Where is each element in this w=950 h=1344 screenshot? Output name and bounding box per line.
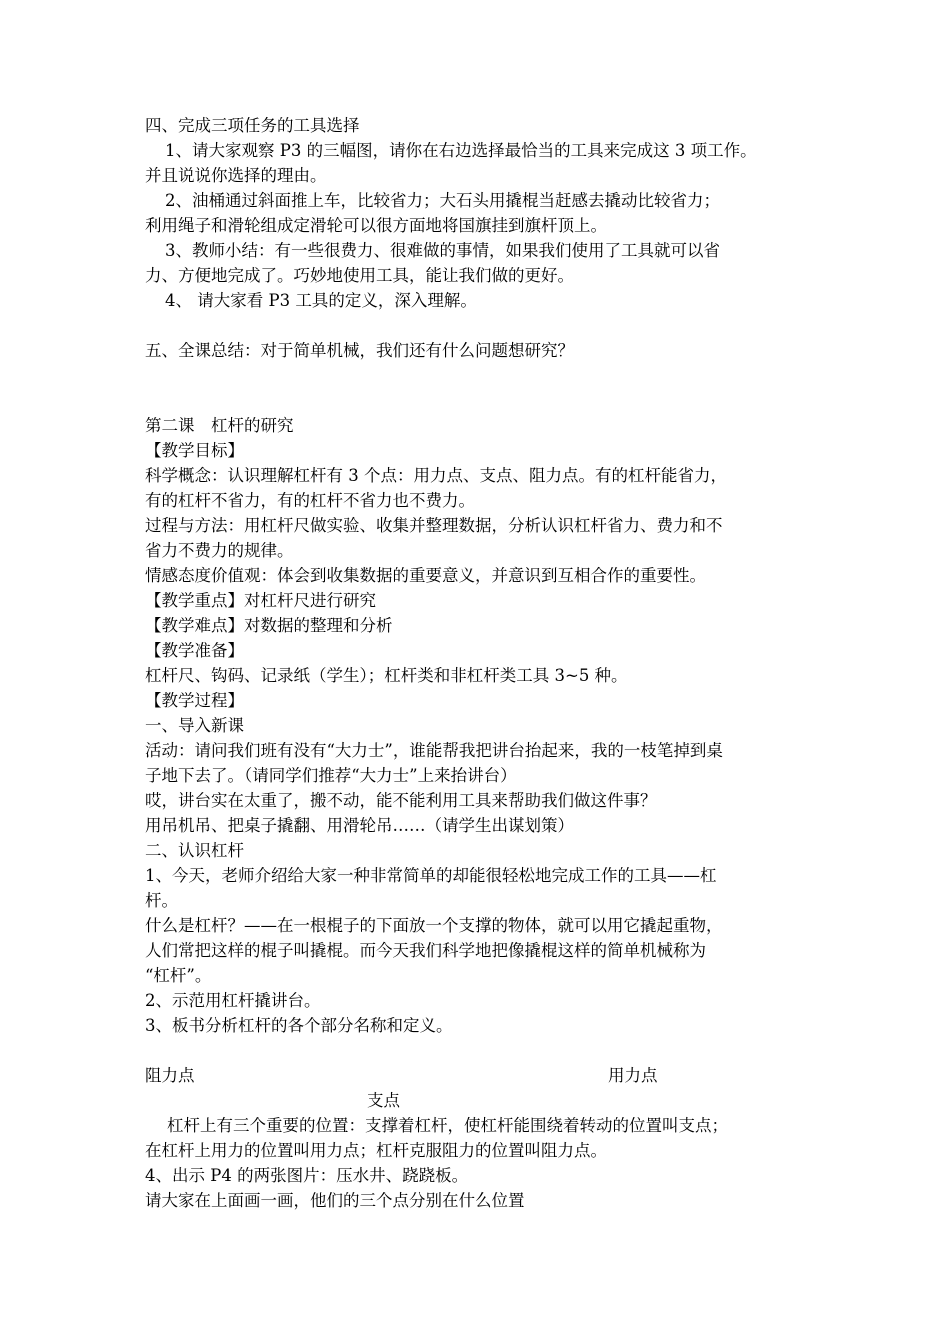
paragraph-text: 并且说说你选择的理由。: [145, 166, 327, 185]
document-body: [145, 113, 810, 1213]
paragraph-text: 3、教师小结：有一些很费力、很难做的事情，如果我们使用了工具就可以省: [165, 241, 720, 260]
paragraph-text: 利用绳子和滑轮组成定滑轮可以很方面地将国旗挂到旗杆顶上。: [145, 216, 607, 235]
paragraph-text: 杠杆上有三个重要的位置：支撑着杠杆，使杠杆能围绕着转动的位置叫支点；: [167, 1116, 728, 1135]
spacer: [145, 1038, 810, 1063]
paragraph-text: 3、板书分析杠杆的各个部分名称和定义。: [145, 1016, 453, 1035]
section-four-heading: 四、完成三项任务的工具选择: [145, 116, 360, 135]
spacer: [145, 363, 810, 413]
paragraph-text: 子地下去了。（请同学们推荐“大力士”上来抬讲台）: [145, 766, 517, 785]
goals-heading: 【教学目标】: [145, 441, 244, 460]
spacer: [145, 313, 810, 338]
paragraph-text: 在杠杆上用力的位置叫用力点；杠杆克服阻力的位置叫阻力点。: [145, 1141, 607, 1160]
paragraph-text: 科学概念：认识理解杠杆有 3 个点：用力点、支点、阻力点。有的杠杆能省力，: [145, 466, 727, 485]
paragraph-text: 什么是杠杆？——在一根棍子的下面放一个支撑的物体，就可以用它撬起重物，: [145, 916, 723, 935]
paragraph-text: 杠杆尺、钩码、记录纸（学生）；杠杆类和非杠杆类工具 3~5 种。: [145, 666, 628, 685]
paragraph-text: 2、油桶通过斜面推上车，比较省力；大石头用撬棍当赶感去撬动比较省力；: [165, 191, 720, 210]
resistance-point-label: 阻力点: [145, 1066, 195, 1085]
know-heading: 二、认识杠杆: [145, 841, 244, 860]
prep-heading: 【教学准备】: [145, 641, 244, 660]
paragraph-text: 过程与方法：用杠杆尺做实验、收集并整理数据，分析认识杠杆省力、费力和不: [145, 516, 723, 535]
paragraph-text: 哎，讲台实在太重了，搬不动，能不能利用工具来帮助我们做这件事？: [145, 791, 657, 810]
process-heading: 【教学过程】: [145, 691, 244, 710]
key-point: 【教学重点】对杠杆尺进行研究: [145, 591, 376, 610]
paragraph-text: 用吊机吊、把桌子撬翻、用滑轮吊……（请学生出谋划策）: [145, 816, 574, 835]
paragraph-text: 杆。: [145, 891, 178, 910]
paragraph-text: 1、今天，老师介绍给大家一种非常简单的却能很轻松地完成工作的工具——杠: [145, 866, 717, 885]
paragraph-text: 有的杠杆不省力，有的杠杆不省力也不费力。: [145, 491, 475, 510]
intro-heading: 一、导入新课: [145, 716, 244, 735]
paragraph-text: 请大家在上面画一画，他们的三个点分别在什么位置: [145, 1191, 525, 1210]
lesson-title: 第二课 杠杆的研究: [145, 416, 294, 435]
paragraph-text: 2、示范用杠杆撬讲台。: [145, 991, 321, 1010]
paragraph-text: 4、 请大家看 P3 工具的定义，深入理解。: [165, 291, 477, 310]
lever-labels-row: [145, 1063, 810, 1088]
effort-point-label: 用力点: [608, 1066, 658, 1085]
paragraph-text: 力、方便地完成了。巧妙地使用工具，能让我们做的更好。: [145, 266, 574, 285]
paragraph-text: 活动：请问我们班有没有“大力士”，谁能帮我把讲台抬起来，我的一枝笔掉到桌: [145, 741, 723, 760]
paragraph-text: 情感态度价值观：体会到收集数据的重要意义，并意识到互相合作的重要性。: [145, 566, 706, 585]
difficulty: 【教学难点】对数据的整理和分析: [145, 616, 393, 635]
paragraph-text: 省力不费力的规律。: [145, 541, 294, 560]
paragraph-text: 4、出示 P4 的两张图片：压水井、跷跷板。: [145, 1166, 469, 1185]
paragraph-text: 1、请大家观察 P3 的三幅图，请你在右边选择最恰当的工具来完成这 3 项工作。: [165, 141, 757, 160]
paragraph-text: 人们常把这样的棍子叫撬棍。而今天我们科学地把像撬棍这样的简单机械称为: [145, 941, 706, 960]
section-five-heading: 五、全课总结：对于简单机械，我们还有什么问题想研究？: [145, 341, 574, 360]
fulcrum-label: 支点: [367, 1091, 400, 1110]
paragraph-text: “杠杆”。: [145, 966, 212, 985]
